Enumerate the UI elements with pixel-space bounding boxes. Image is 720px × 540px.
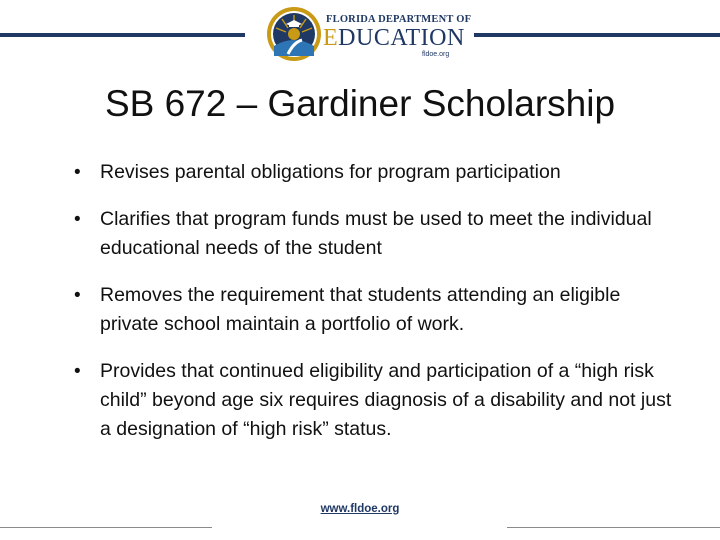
logo-line1: FLORIDA DEPARTMENT OF (326, 14, 472, 25)
fldoe-logo (266, 6, 472, 62)
logo-line2: EDUCATION (323, 25, 465, 51)
bullet-item (72, 158, 672, 187)
bullet-dot: • (74, 209, 81, 230)
bullet-item (72, 281, 672, 339)
bullet-list (72, 158, 672, 444)
bullet-item (72, 205, 672, 263)
bullet-dot: • (74, 162, 81, 183)
footer-line-left (0, 527, 212, 528)
logo-line3: fldoe.org (422, 51, 450, 58)
bullet-text: Clarifies that program funds must be used to meet the individual educational needs of the student (100, 208, 652, 259)
state-seal-icon (266, 6, 322, 62)
header-bar-right (474, 33, 720, 37)
bullet-item (72, 357, 672, 444)
header-bar-left (0, 33, 245, 37)
logo-first-letter: E (323, 25, 339, 51)
bullet-dot: • (74, 361, 81, 382)
bullet-text: Provides that continued eligibility and participation of a “high risk child” beyond age six requires diagnosis of a disability and not just a designation of “high risk” status. (100, 360, 672, 440)
slide-title: SB 672 – Gardiner Scholarship (104, 83, 616, 124)
bullet-text: Removes the requirement that students attending an eligible private school maintain a portfolio of work. (100, 284, 621, 335)
footer-line-right (507, 527, 720, 528)
bullet-text: Revises parental obligations for program participation (100, 161, 561, 183)
bullet-dot: • (74, 285, 81, 306)
footer-website-link[interactable]: www.fldoe.org (320, 503, 400, 515)
